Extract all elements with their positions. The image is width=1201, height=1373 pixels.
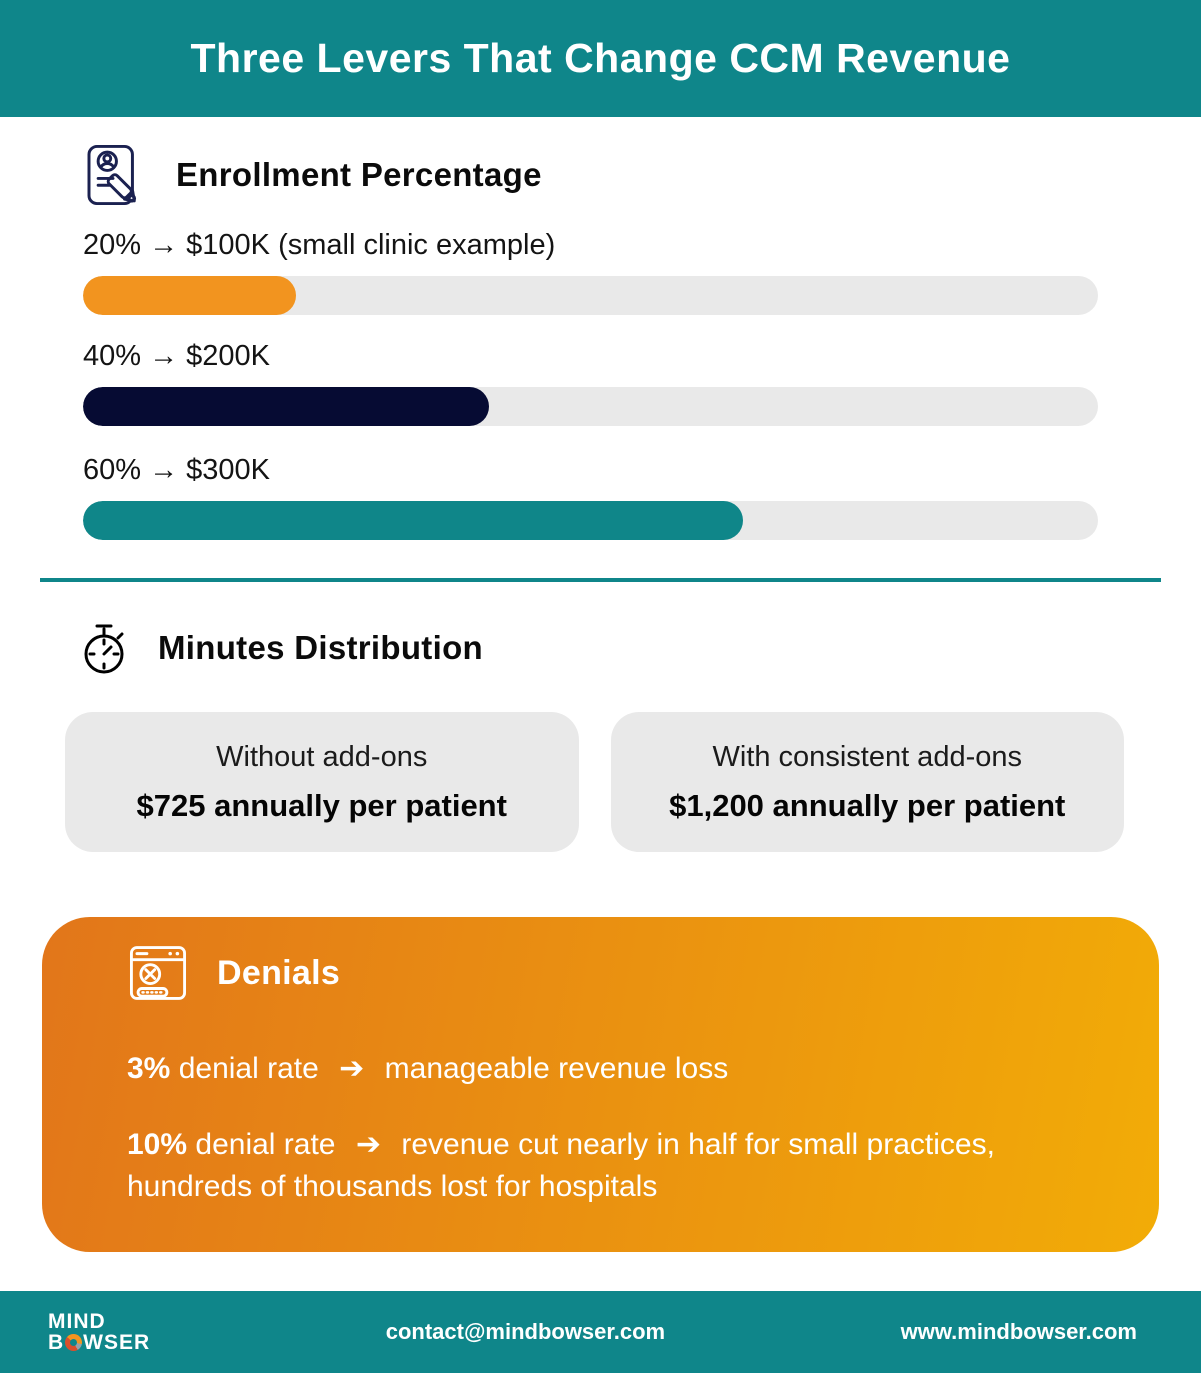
page-title: Three Levers That Change CCM Revenue xyxy=(190,35,1011,81)
minutes-card-without-addons xyxy=(65,712,579,852)
enrollment-heading: Enrollment Percentage xyxy=(176,156,542,193)
denial-post: revenue cut nearly in half for small practices, hundreds of thousands lost for hospitals xyxy=(127,1128,995,1203)
denial-stat: 3% xyxy=(127,1052,171,1085)
bar-fill-navy xyxy=(83,387,489,426)
denial-stat: 10% xyxy=(127,1128,188,1161)
spacer xyxy=(0,1252,1201,1291)
minutes-heading: Minutes Distribution xyxy=(158,629,483,666)
mindbowser-logo xyxy=(48,1311,150,1353)
bar-fill-teal xyxy=(83,501,743,540)
website-url: www.mindbowser.com xyxy=(900,1319,1137,1344)
denial-pre: denial rate xyxy=(195,1128,336,1161)
logo-line-2-post: WSER xyxy=(83,1331,151,1354)
logo-line-2 xyxy=(48,1332,150,1353)
logo-line-1: MIND xyxy=(48,1310,106,1333)
minutes-cards xyxy=(65,712,1124,852)
logo-line-2-pre: B xyxy=(48,1331,65,1354)
card-title: Without add-ons xyxy=(216,740,428,773)
bar-label: 20% → $100K (small clinic example) xyxy=(83,229,556,261)
denial-post: manageable revenue loss xyxy=(384,1052,729,1085)
minutes-section xyxy=(0,617,1201,852)
section-divider xyxy=(40,578,1161,582)
bar-label: 60% → $300K xyxy=(83,454,271,486)
bar-label: 40% → $200K xyxy=(83,340,271,372)
enrollment-heading-row xyxy=(78,143,1201,207)
denial-item-3pct xyxy=(127,1048,1109,1090)
minutes-heading-row xyxy=(78,617,1201,679)
footer-bar xyxy=(0,1291,1201,1373)
denial-item-10pct xyxy=(127,1124,1109,1208)
logo-swirl-o-icon xyxy=(65,1334,82,1351)
minutes-card-with-addons xyxy=(611,712,1125,852)
bar-track xyxy=(83,501,1098,540)
arrow-right-icon: ➔ xyxy=(355,1128,381,1161)
header-banner xyxy=(0,0,1201,117)
denials-card xyxy=(42,917,1159,1252)
denied-window-icon xyxy=(127,942,189,1004)
denials-heading: Denials xyxy=(217,953,341,992)
arrow-right-icon: ➔ xyxy=(339,1052,365,1085)
card-title: With consistent add-ons xyxy=(712,740,1022,773)
bar-track xyxy=(83,276,1098,315)
enrollment-section xyxy=(0,143,1201,540)
contact-email: contact@mindbowser.com xyxy=(385,1319,666,1344)
enrollment-clipboard-icon xyxy=(78,143,148,207)
bar-fill-orange xyxy=(83,276,296,315)
card-value: $725 annually per patient xyxy=(136,787,507,823)
enrollment-bars xyxy=(83,225,1098,540)
card-value: $1,200 annually per patient xyxy=(669,787,1066,823)
bar-track xyxy=(83,387,1098,426)
denials-heading-row xyxy=(127,942,1109,1004)
stopwatch-icon xyxy=(78,617,130,679)
denial-pre: denial rate xyxy=(178,1052,319,1085)
